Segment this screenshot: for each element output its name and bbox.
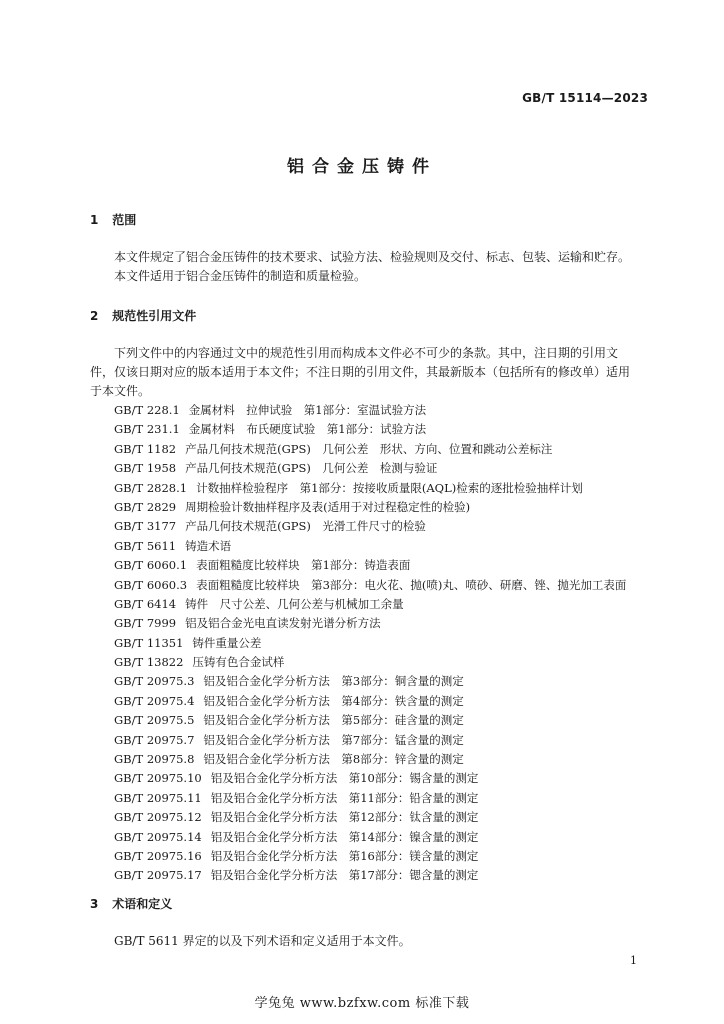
reference-item <box>114 711 626 730</box>
section-3-title: 术语和定义 <box>112 897 173 911</box>
reference-code: GB/T 20975.4 <box>114 693 195 708</box>
section-3-number: 3 <box>90 897 99 911</box>
section-1-title: 范围 <box>112 213 137 227</box>
reference-item <box>114 440 626 459</box>
reference-title: 产品几何技术规范(GPS) 光滑工件尺寸的检验 <box>185 519 426 534</box>
reference-code: GB/T 20975.10 <box>114 771 202 786</box>
reference-item <box>114 537 626 556</box>
reference-item <box>114 847 626 866</box>
reference-code: GB/T 13822 <box>114 655 184 670</box>
reference-title: 压铸有色合金试样 <box>192 655 285 670</box>
reference-item <box>114 517 626 536</box>
reference-code: GB/T 5611 <box>114 538 177 553</box>
reference-code: GB/T 6060.1 <box>114 558 188 573</box>
reference-item <box>114 479 626 498</box>
reference-item <box>114 420 626 439</box>
reference-code: GB/T 20975.17 <box>114 868 202 883</box>
reference-item <box>114 769 626 788</box>
reference-code: GB/T 1958 <box>114 461 177 476</box>
reference-code: GB/T 20975.12 <box>114 810 202 825</box>
reference-title: 产品几何技术规范(GPS) 几何公差 检测与验证 <box>185 461 438 476</box>
section-1-heading <box>90 211 136 228</box>
reference-title: 铝及铝合金化学分析方法 第3部分：铜含量的测定 <box>203 674 464 689</box>
section-2-heading <box>90 307 196 324</box>
reference-code: GB/T 20975.16 <box>114 848 202 863</box>
reference-item <box>114 692 626 711</box>
scope-paragraph-1: 本文件规定了铝合金压铸件的技术要求、试验方法、检验规则及交付、标志、包装、运输和贮存。 <box>114 250 631 264</box>
reference-code: GB/T 11351 <box>114 635 184 650</box>
reference-item <box>114 459 626 478</box>
reference-item <box>114 576 626 595</box>
reference-item <box>114 828 626 847</box>
scope-paragraph-2: 本文件适用于铝合金压铸件的制造和质量检验。 <box>114 269 367 283</box>
reference-item <box>114 808 626 827</box>
reference-title: 铝及铝合金化学分析方法 第14部分：镍含量的测定 <box>210 829 479 844</box>
section-2-number: 2 <box>90 309 99 323</box>
reference-code: GB/T 20975.5 <box>114 713 195 728</box>
reference-code: GB/T 6060.3 <box>114 577 188 592</box>
reference-item <box>114 498 626 517</box>
section-1-number: 1 <box>90 213 99 227</box>
reference-title: 铸件 尺寸公差、几何公差与机械加工余量 <box>185 596 404 611</box>
reference-title: 铝及铝合金化学分析方法 第10部分：锡含量的测定 <box>210 771 479 786</box>
reference-item <box>114 750 626 769</box>
document-title: 铝合金压铸件 <box>287 157 437 177</box>
reference-title: 金属材料 布氏硬度试验 第1部分：试验方法 <box>188 422 427 437</box>
section-3-heading <box>90 895 172 912</box>
reference-title: 铝及铝合金化学分析方法 第12部分：钛含量的测定 <box>210 810 479 825</box>
reference-code: GB/T 3177 <box>114 519 177 534</box>
page-number: 1 <box>630 954 637 967</box>
reference-item <box>114 401 626 420</box>
reference-title: 表面粗糙度比较样块 第1部分：铸造表面 <box>196 558 411 573</box>
reference-code: GB/T 20975.3 <box>114 674 195 689</box>
reference-title: 铝及铝合金化学分析方法 第17部分：锶含量的测定 <box>210 868 479 883</box>
reference-list <box>114 401 626 886</box>
reference-title: 铸造术语 <box>185 538 232 553</box>
section-2-title: 规范性引用文件 <box>112 309 197 323</box>
reference-item <box>114 556 626 575</box>
reference-code: GB/T 2829 <box>114 499 177 514</box>
reference-title: 铝及铝合金化学分析方法 第16部分：镁含量的测定 <box>210 848 479 863</box>
reference-code: GB/T 231.1 <box>114 422 180 437</box>
reference-item <box>114 614 626 633</box>
section-2-intro <box>90 344 636 401</box>
normative-refs-intro: 下列文件中的内容通过文中的规范性引用而构成本文件必不可少的条款。其中，注日期的引用文件，仅该日期对应的版本适用于本文件；不注日期的引用文件，其最新版本（包括所有的修改单）适用于本文件。 <box>90 346 631 398</box>
reference-code: GB/T 228.1 <box>114 403 180 417</box>
section-3-body <box>90 932 636 951</box>
reference-title: 周期检验计数抽样程序及表(适用于对过程稳定性的检验) <box>185 499 471 514</box>
reference-title: 表面粗糙度比较样块 第3部分：电火花、抛(喷)丸、喷砂、研磨、锉、抛光加工表面 <box>196 577 627 592</box>
reference-title: 产品几何技术规范(GPS) 几何公差 形状、方向、位置和跳动公差标注 <box>185 441 553 456</box>
reference-item <box>114 672 626 691</box>
reference-item <box>114 595 626 614</box>
reference-title: 铸件重量公差 <box>192 635 262 650</box>
reference-title: 铝及铝合金化学分析方法 第7部分：锰含量的测定 <box>203 732 464 747</box>
reference-item <box>114 789 626 808</box>
reference-code: GB/T 20975.11 <box>114 790 202 805</box>
reference-item <box>114 866 626 885</box>
reference-code: GB/T 2828.1 <box>114 480 188 495</box>
reference-item <box>114 653 626 672</box>
reference-title: 铝及铝合金光电直读发射光谱分析方法 <box>185 616 381 631</box>
standard-number: GB/T 15114—2023 <box>522 91 648 105</box>
reference-code: GB/T 20975.7 <box>114 732 195 747</box>
section-1-body <box>90 248 636 286</box>
reference-code: GB/T 7999 <box>114 616 177 631</box>
reference-title: 铝及铝合金化学分析方法 第4部分：铁含量的测定 <box>203 693 464 708</box>
watermark-text: 学兔兔 www.bzfxw.com 标准下载 <box>254 996 470 1011</box>
reference-code: GB/T 1182 <box>114 441 177 456</box>
reference-code: GB/T 20975.8 <box>114 752 195 767</box>
reference-title: 铝及铝合金化学分析方法 第8部分：锌含量的测定 <box>203 752 464 767</box>
terms-paragraph: GB/T 5611 界定的以及下列术语和定义适用于本文件。 <box>114 934 411 948</box>
reference-code: GB/T 20975.14 <box>114 829 202 844</box>
reference-title: 铝及铝合金化学分析方法 第5部分：硅含量的测定 <box>203 713 464 728</box>
reference-title: 计数抽样检验程序 第1部分：按接收质量限(AQL)检索的逐批检验抽样计划 <box>196 480 583 495</box>
reference-item <box>114 731 626 750</box>
reference-title: 铝及铝合金化学分析方法 第11部分：铅含量的测定 <box>210 790 479 805</box>
reference-title: 金属材料 拉伸试验 第1部分：室温试验方法 <box>188 403 427 417</box>
reference-code: GB/T 6414 <box>114 596 177 611</box>
reference-item <box>114 634 626 653</box>
